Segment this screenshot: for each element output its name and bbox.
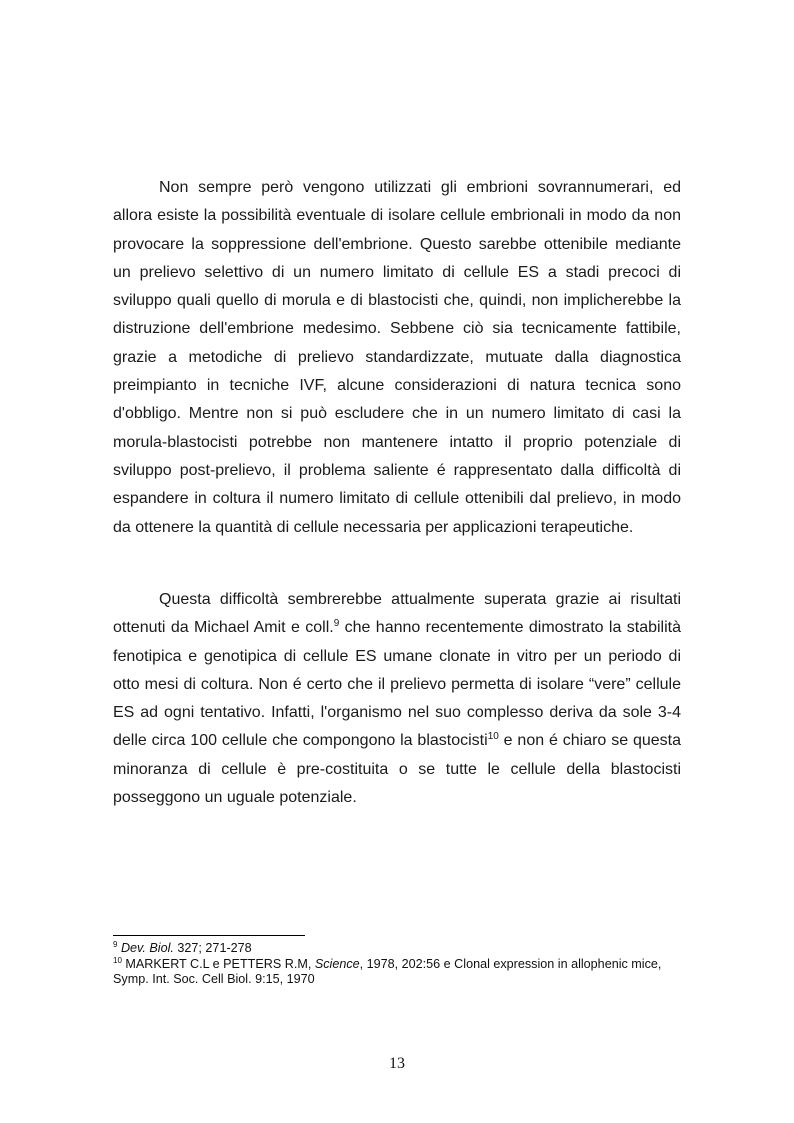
footnotes bbox=[113, 941, 683, 988]
footnote-10 bbox=[113, 957, 683, 988]
footnote-ref-9[interactable]: 9 bbox=[333, 618, 340, 630]
paragraph-1 bbox=[113, 174, 681, 542]
paragraph-1-text: Non sempre però vengono utilizzati gli embrioni sovrannumerari, ed allora esiste la possibilità eventuale di isolare cellule embrionali in modo da non provocare la soppressione dell'embrione. Questo sarebbe ottenibile mediante un prelievo selettivo di un numero limitato di cellule ES a stadi precoci di sviluppo quali quello di morula e di blastocisti che, quindi, non implicherebbe la distruzione dell'embrione medesimo. Sebbene ciò sia tecnicamente fattibile, grazie a metodiche di prelievo standardizzate, mutuate dalla diagnostica preimpianto in tecniche IVF, alcune considerazioni di natura tecnica sono d'obbligo. Mentre non si può escludere che in un numero limitato di casi la morula-blastocisti potrebbe non mantenere intatto il proprio potenziale di sviluppo post-prelievo, il problema saliente é rappresentato dalla difficoltà di espandere in coltura il numero limitato di cellule ottenibili dal prelievo, in modo da ottenere la quantità di cellule necessaria per applicazioni terapeutiche. bbox=[113, 179, 681, 536]
footnote-ref-10[interactable]: 10 bbox=[487, 731, 499, 743]
footnote-10-text-a: MARKERT C.L e PETTERS R.M, bbox=[121, 956, 315, 971]
paragraph-2-text-b: che hanno recentemente dimostrato la stabilità fenotipica e genotipica di cellule ES umane clonate in vitro per un periodo di otto mesi di coltura. Non é certo che il prelievo permetta di isolare “vere” cellule ES ad ogni tentativo. Infatti, l'organismo nel suo complesso deriva da sole 3-4 delle circa 100 cellule che compongono la blastocisti bbox=[113, 619, 681, 750]
footnote-divider bbox=[113, 935, 305, 936]
footnote-10-journal: Science bbox=[314, 956, 360, 971]
paragraph-2-text-c: e non é chiaro se questa minoranza di cellule è pre-costituita o se tutte le cellule della blastocisti posseggono un uguale potenziale. bbox=[113, 732, 681, 807]
footnote-10-text-b: , 1978, 202:56 e Clonal expression in allophenic mice, Symp. Int. Soc. Cell Biol. 9:15, 1970 bbox=[113, 956, 662, 986]
paragraph-2-text-a: Questa difficoltà sembrerebbe attualmente superata grazie ai risultati ottenuti da Michael Amit e coll. bbox=[113, 591, 681, 637]
footnote-10-number: 10 bbox=[113, 955, 122, 965]
paragraph-2 bbox=[113, 586, 681, 812]
footnote-9-journal: Dev. Biol. bbox=[120, 941, 174, 955]
footnote-9-number: 9 bbox=[113, 940, 118, 949]
footnote-9 bbox=[113, 941, 683, 957]
footnote-9-text: 327; 271-278 bbox=[173, 941, 252, 955]
page-number: 13 bbox=[389, 1055, 405, 1072]
